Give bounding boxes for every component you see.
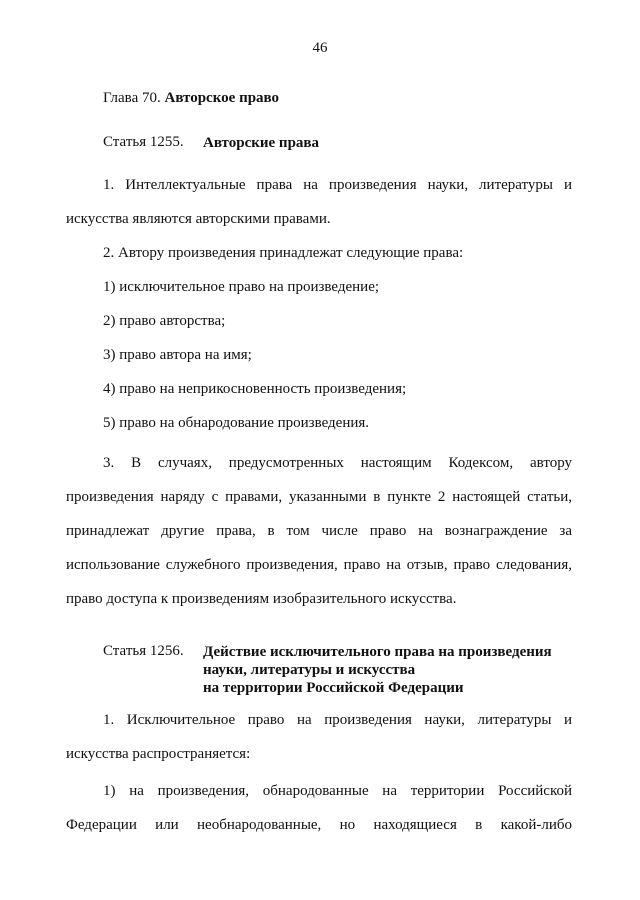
chapter-prefix: Глава 70.	[103, 90, 161, 106]
paragraph-line: использование служебного произведения, право на отзыв, право следования,	[66, 557, 572, 573]
article-1255-title: Авторские права	[203, 135, 320, 151]
article-1256-title	[203, 643, 552, 697]
paragraph-line: искусства распространяется:	[66, 746, 251, 762]
paragraph-line: 1. Исключительное право на произведения науки, литературы и	[103, 712, 572, 728]
article-1255-label: Статья 1255.	[103, 134, 184, 150]
paragraph-line: 3. В случаях, предусмотренных настоящим Кодексом, автору	[103, 455, 572, 471]
paragraph-line: Федерации или необнародованные, но находящиеся в какой-либо	[66, 817, 572, 833]
list-item: 2) право авторства;	[103, 313, 226, 329]
article-1256-label: Статья 1256.	[103, 643, 184, 659]
list-item: 1) исключительное право на произведение;	[103, 279, 380, 295]
article-title-line: науки, литературы и искусства	[203, 662, 416, 678]
list-item: 3) право автора на имя;	[103, 347, 252, 363]
paragraph-line: произведения наряду с правами, указанными в пункте 2 настоящей статьи,	[66, 489, 572, 505]
paragraph-line: искусства являются авторскими правами.	[66, 211, 331, 227]
paragraph-line: 1. Интеллектуальные права на произведения науки, литературы и	[103, 177, 572, 193]
paragraph-line: 2. Автору произведения принадлежат следующие права:	[103, 245, 464, 261]
paragraph-line: принадлежат другие права, в том числе право на вознаграждение за	[66, 523, 572, 539]
page-number: 46	[312, 40, 328, 56]
chapter-title: Авторское право	[164, 90, 280, 106]
article-title-line: на территории Российской Федерации	[203, 680, 464, 696]
list-item: 4) право на неприкосновенность произведения;	[103, 381, 407, 397]
paragraph-line: 1) на произведения, обнародованные на территории Российской	[103, 783, 572, 799]
chapter-heading	[103, 90, 279, 107]
article-title-line: Действие исключительного права на произведения	[203, 644, 552, 660]
paragraph-line: право доступа к произведениям изобразительного искусства.	[66, 591, 457, 607]
list-item: 5) право на обнародование произведения.	[103, 415, 370, 431]
